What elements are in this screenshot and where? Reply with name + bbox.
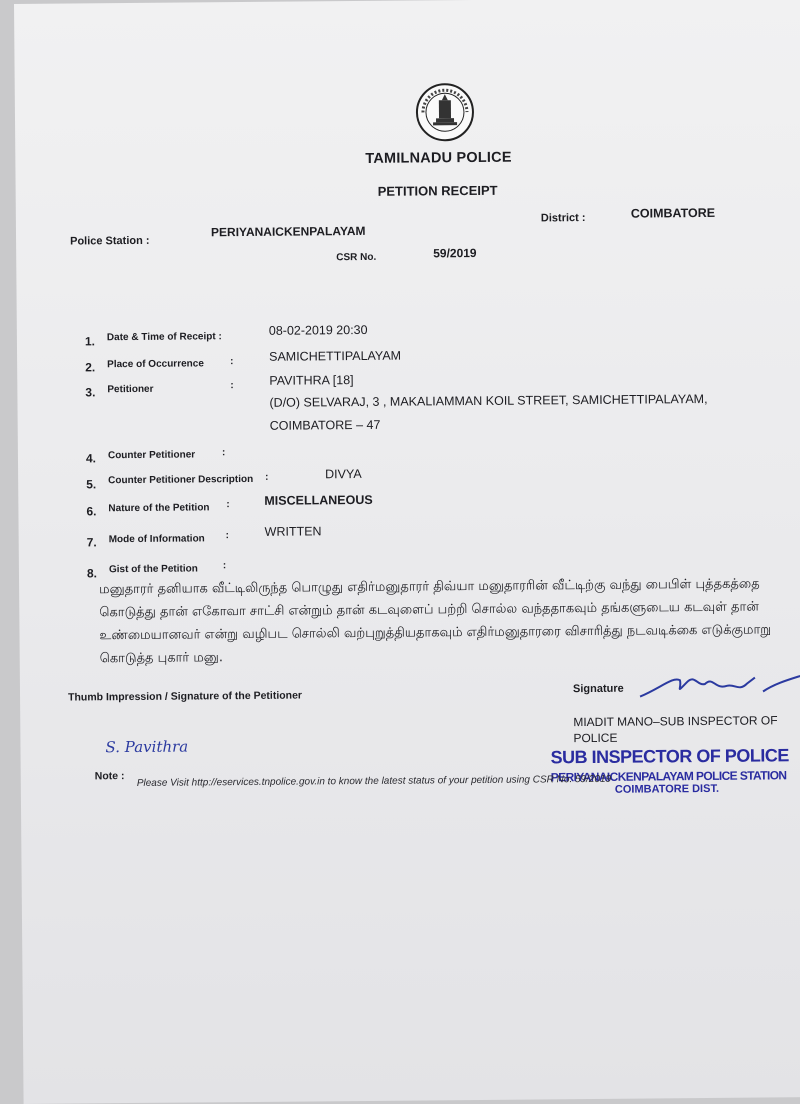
petitioner-city-value: COIMBATORE – 47 [269, 417, 381, 433]
stamp-line-3: COIMBATORE DIST. [614, 782, 720, 796]
field-label: Date & Time of Receipt : [106, 331, 222, 344]
note-label: Note : [94, 770, 125, 783]
field-number: 7. [86, 535, 97, 550]
field-label: Petitioner [107, 383, 154, 396]
field-label: Counter Petitioner [107, 449, 196, 462]
tamilnadu-emblem-icon [415, 82, 476, 143]
signature-label: Signature [572, 682, 624, 696]
field-number: 4. [85, 451, 97, 466]
officer-name: MIADIT MANO–SUB INSPECTOR OF [573, 713, 778, 730]
stamp-line-2: PERIYANAICKENPALAYAM POLICE STATION [550, 768, 787, 785]
note-text: Please Visit http://eservices.tnpolice.gov.in to know the latest status of your petition using CSR No. 59/2019 [136, 773, 612, 789]
district-label: District : [540, 212, 586, 225]
field-colon: : [265, 471, 269, 483]
field-number: 8. [86, 566, 98, 581]
field-label: Counter Petitioner Description [108, 473, 254, 487]
officer-designation: POLICE [573, 730, 618, 746]
counter-petitioner-description-value: DIVYA [325, 466, 362, 482]
field-number: 3. [85, 385, 96, 400]
field-number: 5. [86, 477, 97, 492]
field-colon: : [225, 530, 230, 542]
field-number: 2. [85, 360, 96, 375]
field-label: Mode of Information [108, 533, 205, 546]
mode-of-information-value: WRITTEN [264, 524, 322, 539]
petition-receipt-paper [14, 0, 800, 1104]
field-label: Nature of the Petition [108, 502, 210, 515]
field-number: 1. [84, 334, 96, 349]
field-number: 6. [86, 504, 97, 519]
field-label: Gist of the Petition [108, 563, 198, 576]
field-colon: : [230, 356, 234, 368]
stamp-line-1: SUB INSPECTOR OF POLICE [550, 745, 789, 768]
field-colon: : [226, 499, 230, 511]
officer-signature-icon [635, 657, 800, 708]
nature-of-petition-value: MISCELLANEOUS [264, 492, 373, 508]
petitioner-name-value: PAVITHRA [18] [269, 373, 354, 388]
page-subtitle: PETITION RECEIPT [377, 182, 498, 199]
csr-label: CSR No. [336, 251, 377, 264]
petitioner-address-value: (D/O) SELVARAJ, 3 , MAKALIAMMAN KOIL STREET, SAMICHETTIPALAYAM, [269, 391, 708, 410]
petitioner-signature: S. Pavithra [105, 737, 189, 757]
district-value: COIMBATORE [630, 205, 716, 221]
csr-value: 59/2019 [433, 245, 477, 261]
petition-gist-text: மனுதாரர் தனியாக வீட்டிலிருந்த பொழுது எதிர்மனுதாரர் திவ்யா மனுதாரரின் வீட்டிற்கு வந்து பைபிள் புத்தகத்தை கொடுத்து தான் எகோவா சாட்சி என்றும் தான் கடவுளைப் பற்றி சொல்ல வந்ததாகவும் தங்களுடைய கடவுள் தான் உண்மையானவர் என்று வழிபட சொல்லி வற்புறுத்தியதாகவும் எதிர்மனுதாரரை விசாரித்து நடவடிக்கை எடுக்குமாறு கொடுத்த புகார் மனு. [99, 576, 772, 667]
field-colon: : [222, 560, 227, 572]
police-station-value: PERIYANAICKENPALAYAM [210, 223, 366, 240]
field-colon: : [230, 380, 234, 392]
police-station-label: Police Station : [70, 234, 150, 248]
field-label: Place of Occurrence [107, 358, 204, 371]
official-stamp [551, 745, 790, 796]
place-of-occurrence-value: SAMICHETTIPALAYAM [269, 348, 402, 364]
field-colon: : [221, 447, 226, 459]
date-time-value: 08-02-2019 20:30 [268, 322, 368, 338]
thumb-impression-label: Thumb Impression / Signature of the Petitioner [68, 689, 303, 704]
page-title: TAMILNADU POLICE [365, 149, 512, 167]
